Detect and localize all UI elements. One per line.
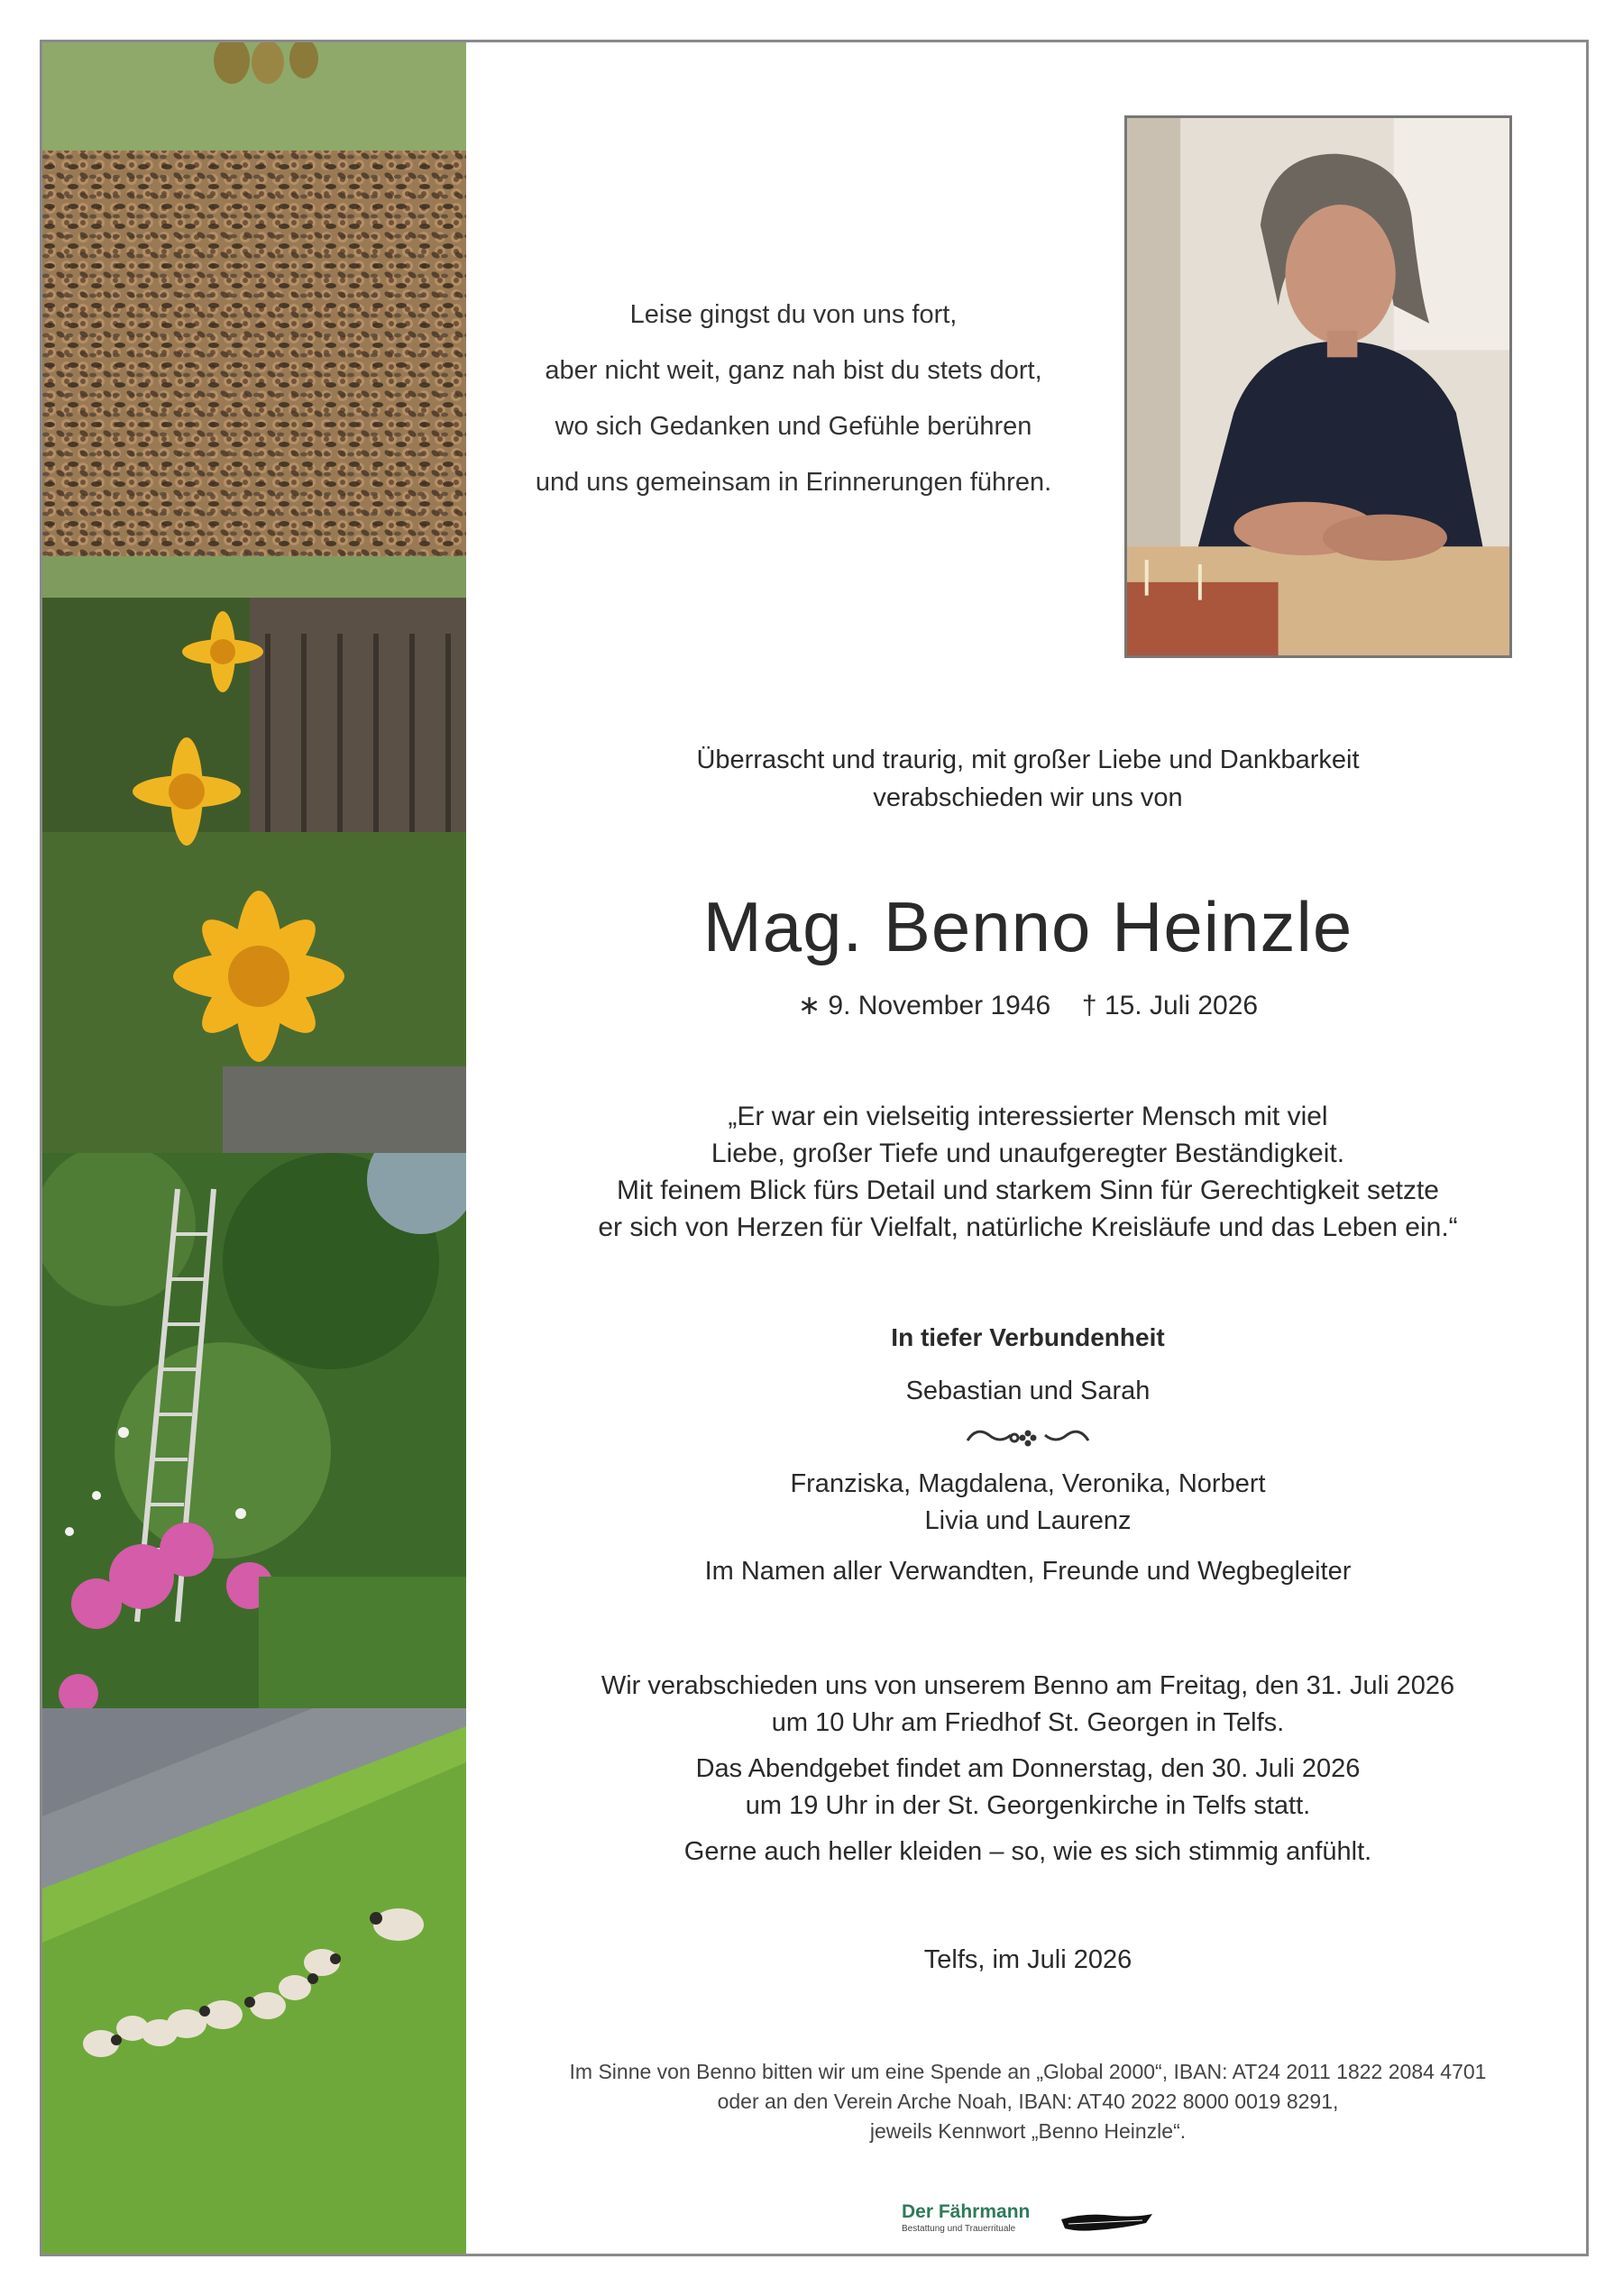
service-line: Das Abendgebet findet am Donnerstag, den 30. Juli 2026 bbox=[695, 1754, 1361, 1783]
life-dates bbox=[469, 990, 1587, 1021]
logo-subtitle: Bestattung und Trauerrituale bbox=[902, 2224, 1016, 2234]
grandchildren-line: Franziska, Magdalena, Veronika, Norbert bbox=[790, 1469, 1266, 1498]
poem-line: wo sich Gedanken und Gefühle berühren bbox=[555, 412, 1032, 441]
poem-line: Leise gingst du von uns fort, bbox=[629, 300, 958, 329]
poem-line: aber nicht weit, ganz nah bist du stets dort, bbox=[545, 356, 1042, 385]
ornament-icon bbox=[960, 1422, 1096, 1453]
yellow-flower-bee-photo bbox=[42, 598, 466, 1153]
sheep-meadow-photo bbox=[42, 1708, 466, 2254]
deceased-name: Mag. Benno Heinzle bbox=[702, 887, 1353, 966]
donation-line: Im Sinne von Benno bitten wir um eine Spende an „Global 2000“, IBAN: AT24 2011 1822 2084 4701 bbox=[569, 2060, 1487, 2083]
birth-symbol: ∗ bbox=[797, 991, 821, 1020]
funeral-home-logo bbox=[902, 2201, 1030, 2234]
portrait-photo bbox=[1124, 115, 1512, 658]
birth-date: 9. November 1946 bbox=[828, 991, 1051, 1020]
others-line: Im Namen aller Verwandten, Freunde und Wegbegleiter bbox=[704, 1557, 1352, 1586]
quote bbox=[469, 1098, 1587, 1246]
photo-strip bbox=[42, 42, 466, 2254]
ornament-divider bbox=[469, 1422, 1587, 1458]
mourners-heading: In tiefer Verbundenheit bbox=[891, 1323, 1165, 1351]
children-names: Sebastian und Sarah bbox=[905, 1377, 1151, 1405]
service-line: Gerne auch heller kleiden – so, wie es sich stimmig anfühlt. bbox=[683, 1837, 1372, 1866]
garden-ladder-phlox-photo bbox=[42, 1153, 466, 1708]
intro-text bbox=[469, 741, 1587, 817]
poem bbox=[505, 287, 1082, 510]
brush-stroke-icon bbox=[1059, 2209, 1154, 2236]
logo-name: Der Fährmann bbox=[902, 2201, 1031, 2222]
donation-line: oder an den Verein Arche Noah, IBAN: AT40 2022 8000 0019 8291, bbox=[717, 2090, 1339, 2113]
service-line: Wir verabschieden uns von unserem Benno am Freitag, den 31. Juli 2026 bbox=[601, 1671, 1455, 1700]
place-date: Telfs, im Juli 2026 bbox=[923, 1945, 1132, 1974]
death-symbol: † bbox=[1081, 991, 1097, 1020]
service-info bbox=[469, 1668, 1587, 1871]
quote-line: er sich von Herzen für Vielfalt, natürliche Kreisläufe und das Leben ein.“ bbox=[598, 1212, 1458, 1242]
service-line: um 10 Uhr am Friedhof St. Georgen in Telfs. bbox=[771, 1708, 1285, 1737]
donation-line: jeweils Kennwort „Benno Heinzle“. bbox=[869, 2119, 1187, 2143]
grandchildren-line: Livia und Laurenz bbox=[924, 1506, 1132, 1535]
quote-line: „Er war ein vielseitig interessierter Mensch mit viel bbox=[728, 1102, 1328, 1131]
quote-line: Mit feinem Blick fürs Detail und starkem Sinn für Gerechtigkeit setzte bbox=[616, 1175, 1439, 1205]
intro-line: Überrascht und traurig, mit großer Liebe und Dankbarkeit bbox=[696, 746, 1360, 774]
service-line: um 19 Uhr in der St. Georgenkirche in Telfs statt. bbox=[745, 1791, 1311, 1820]
donation-note bbox=[469, 2057, 1587, 2146]
death-date: 15. Juli 2026 bbox=[1104, 991, 1259, 1020]
grandchildren-names bbox=[469, 1466, 1587, 1540]
quote-line: Liebe, großer Tiefe und unaufgeregter Beständigkeit. bbox=[711, 1139, 1345, 1168]
intro-line: verabschieden wir uns von bbox=[873, 783, 1183, 812]
poem-line: und uns gemeinsam in Erinnerungen führen. bbox=[535, 468, 1052, 497]
honeycomb-bees-photo bbox=[42, 42, 466, 598]
